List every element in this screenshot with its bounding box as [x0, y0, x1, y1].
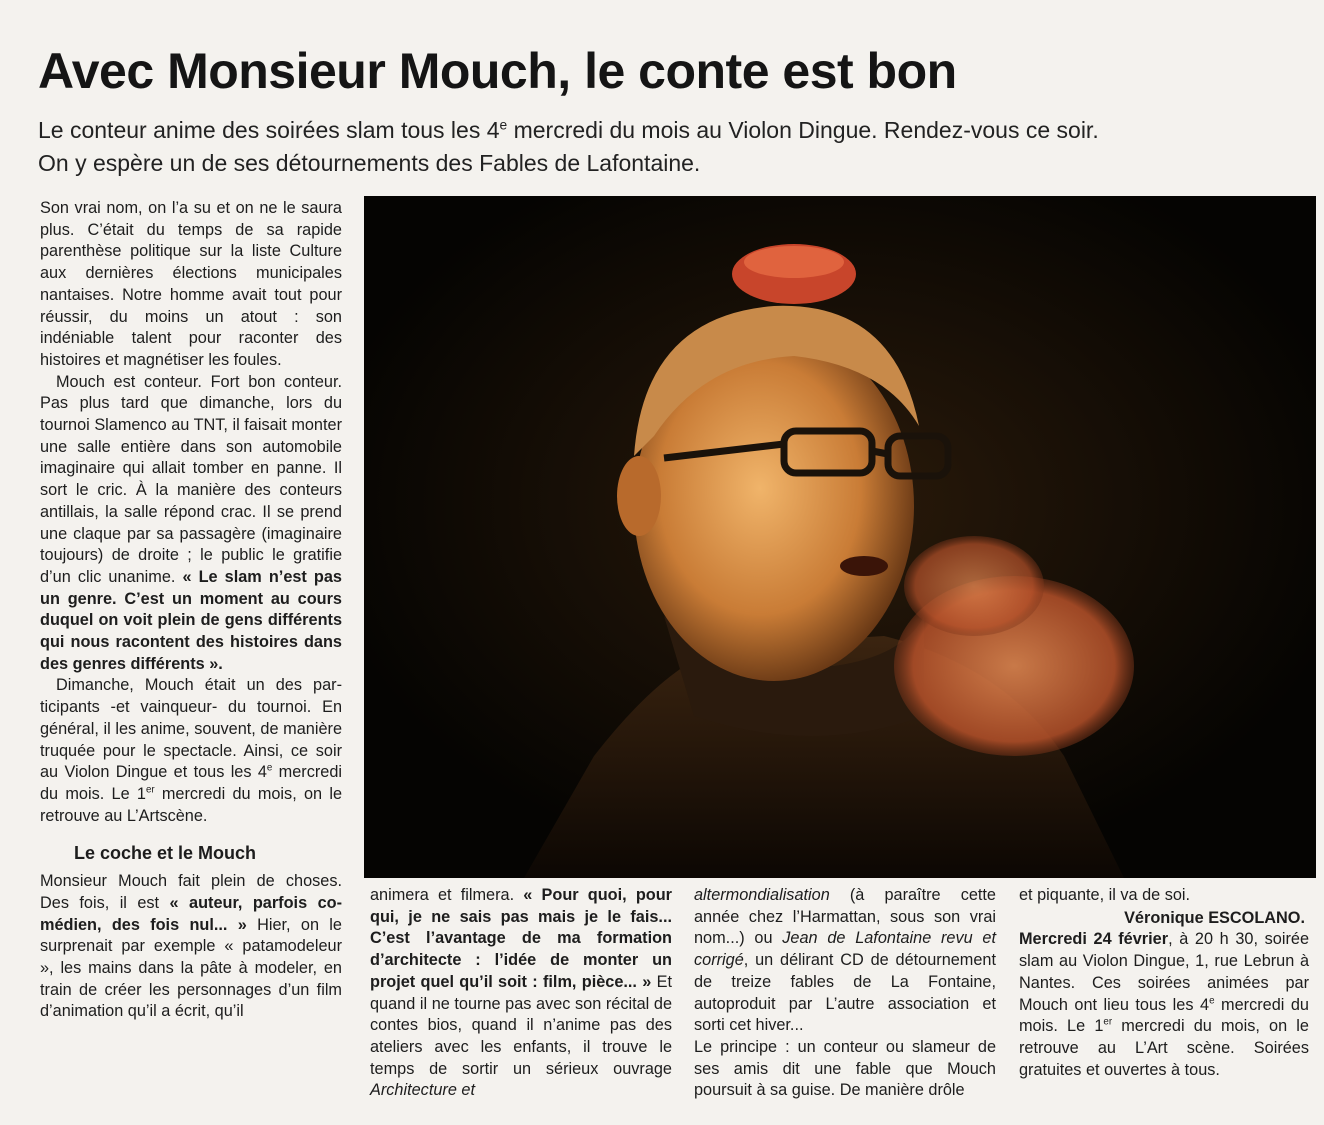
quote: « Pour quoi, pour qui, je ne sais pas mais je le fais... C’est l’avantage de ma formation d’architecte : l’idée de monter un projet quel qu’il soit : film, pièce... » — [370, 886, 672, 991]
sup: er — [1103, 1016, 1113, 1028]
deck-line-1 — [38, 114, 1308, 147]
deck-line-2: On y espère un de ses détournements des Fables de Lafontaine. — [38, 150, 701, 176]
subheading: Le coche et le Mouch — [74, 843, 257, 864]
byline: Véronique ESCOLANO. — [1124, 908, 1305, 927]
article-photo — [364, 196, 1316, 878]
deck-sup: e — [499, 117, 508, 133]
sup: e — [1209, 995, 1215, 1007]
paragraph — [370, 885, 672, 1102]
column-3 — [694, 885, 996, 1102]
text: mercredi du mois, on le retrouve au L’Artscène. — [40, 784, 342, 825]
text: , à 20 h 30, soirée slam au Violon Dingue, 1, rue Lebrun à Nantes. Ces soirées animées par Mouch ont lieu tous les 4 — [1019, 930, 1310, 1014]
text: Hier, on le surprenait par exemple « patamodeleur », les mains dans la pâte à modeler, en train de créer les personnages d’un film d’animation qu’il a écrit, qu’il — [40, 915, 342, 1021]
quote: « auteur, parfois comédien, des fois nul... » — [40, 893, 342, 934]
text: mercredi du mois. Le 1 — [40, 763, 342, 803]
paragraph: Son vrai nom, on l’a su et on ne le saura plus. C’était du temps de sa rapide parenthèse politique sur la liste Culture aux dernières élections municipales nantaises. Notre homme avait tout pour réussir, du moins un atout : son indéniable talent pour raconter des histoires et magnétiser les foules. — [40, 199, 342, 369]
cd-title: Jean de Lafontaine revu et corrigé — [694, 929, 996, 970]
paragraph — [694, 885, 996, 1037]
text: Monsieur Mouch fait plein de choses. Des fois, il est — [40, 872, 342, 912]
quote: « Le slam n’est pas un genre. C’est un moment au cours duquel on voit plein de gens différents qui nous racontent des histoires dans des genres différents ». — [40, 567, 342, 673]
text: animera et filmera. — [370, 886, 524, 904]
deck-text: mercredi du mois au Violon Dingue. Rendez-vous ce soir. — [507, 117, 1099, 143]
event-info — [1019, 929, 1309, 1081]
text: (à paraître cette année chez l’Harmattan, sous son vrai nom...) ou — [694, 886, 996, 948]
paragraph: Le principe : un conteur ou slameur de ses amis dit une fable que Mouch poursuit à sa guise. De manière drôle — [694, 1037, 996, 1100]
paragraph — [40, 372, 342, 676]
sup: e — [266, 762, 273, 774]
paragraph — [40, 871, 342, 1023]
text: mercredi du mois, on le retrouve au L’Art scène. Soirées gratuites et ouvertes à tous. — [1019, 1017, 1309, 1079]
headline: Avec Monsieur Mouch, le conte est bon — [38, 43, 957, 99]
paragraph: et piquante, il va de soi. — [1019, 886, 1191, 904]
photo-illustration — [364, 196, 1316, 878]
paragraph — [40, 675, 342, 827]
sup: er — [145, 784, 155, 796]
column-1 — [40, 198, 342, 1023]
column-4 — [1019, 885, 1309, 1081]
text: mercredi du mois. Le 1 — [1019, 995, 1309, 1036]
deck-text: Le conteur anime des soirées slam tous les 4 — [38, 117, 500, 143]
text: Dimanche, Mouch était un des participants -et vainqueur- du tournoi. En général, il les anime, souvent, de manière truquée pour le spectacle. Ainsi, ce soir au Violon Dingue et tous les 4 — [40, 676, 342, 782]
text: Mouch est conteur. Fort bon conteur. Pas plus tard que dimanche, lors du tournoi Slamenco au TNT, il faisait monter une salle entière dans son automobile imaginaire qui allait tomber en panne. Il sort le cric. À la manière des conteurs antillais, la salle répond crac. Il se prend une claque par sa passagère (imaginaire toujours) de droite ; le public le gratifie d’un clic unanime. — [40, 372, 342, 586]
deck — [38, 114, 1308, 180]
text: Et quand il ne tourne pas avec son récital de contes bios, quand il n’anime pas des ateliers avec les enfants, il trouve le temps de sortir un sérieux ouvrage — [370, 972, 672, 1078]
book-title: Architecture et — [370, 1081, 475, 1100]
text: , un délirant CD de détournement de treize fables de La Fontaine, autoproduit par L’autre association et sorti cet hiver... — [694, 951, 996, 1035]
event-date: Mercredi 24 février — [1019, 930, 1169, 949]
book-title: altermondialisation — [694, 886, 830, 904]
column-2 — [370, 885, 672, 1102]
